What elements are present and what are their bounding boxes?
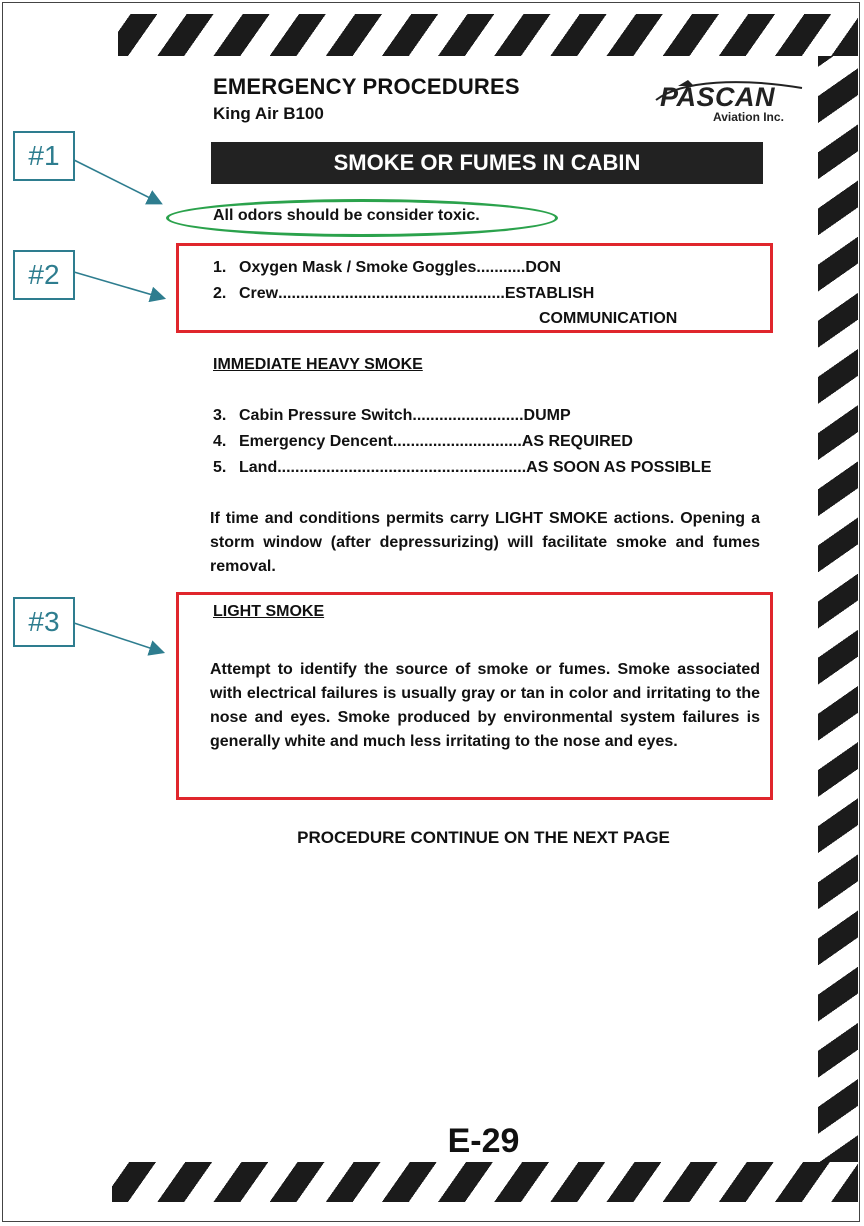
step-dots: .............................: [392, 433, 522, 450]
callout-3-box: [176, 592, 773, 800]
step-action: DON: [525, 259, 561, 276]
pascan-logo: [652, 76, 804, 128]
toxic-warning: All odors should be consider toxic.: [213, 207, 480, 224]
step-5: [213, 459, 711, 477]
step-action: ESTABLISH: [504, 285, 595, 302]
step-number: 1.: [213, 259, 227, 276]
step-number: 4.: [213, 433, 227, 450]
step-4: [213, 433, 633, 451]
aircraft-subtitle: King Air B100: [213, 104, 324, 123]
hazard-stripe-top: [118, 14, 858, 56]
step-action: AS REQUIRED: [521, 433, 633, 450]
hazard-stripe-right: [818, 56, 858, 1162]
procedure-title-bar: SMOKE OR FUMES IN CABIN: [211, 142, 763, 184]
step-dots: ...................................................: [278, 285, 505, 302]
step-number: 5.: [213, 459, 227, 476]
light-smoke-text: Attempt to identify the source of smoke or fumes. Smoke associated with electrical failures is usually gray or tan in color and irritating to the nose and eyes. Smoke produced by environmental system failures is generally white and much less irritating to the nose and eyes.: [210, 661, 760, 750]
step-item: Land: [239, 459, 278, 476]
step-item: Emergency Dencent: [239, 433, 393, 450]
step-item: Cabin Pressure Switch: [239, 407, 413, 424]
callout-label-3: #3: [13, 597, 75, 647]
step-number: 3.: [213, 407, 227, 424]
step-action: AS SOON AS POSSIBLE: [526, 459, 712, 476]
callout-1-ellipse: [166, 199, 558, 237]
page-number: E-29: [447, 1122, 520, 1160]
logo-subtitle: Aviation Inc.: [713, 110, 784, 124]
document-title: EMERGENCY PROCEDURES: [213, 74, 520, 99]
step-action: DUMP: [523, 407, 571, 424]
callout-label-2: #2: [13, 250, 75, 300]
step-2-action-continued: COMMUNICATION: [539, 310, 678, 327]
hazard-stripe-bottom: [112, 1162, 858, 1202]
step-dots: .........................: [412, 407, 524, 424]
step-dots: ...........: [476, 259, 526, 276]
step-3: [213, 407, 571, 425]
logo-name: PASCAN: [660, 82, 776, 112]
step-number: 2.: [213, 285, 227, 302]
step-item: Oxygen Mask / Smoke Goggles: [239, 259, 477, 276]
heavy-smoke-heading: IMMEDIATE HEAVY SMOKE: [213, 356, 423, 373]
light-smoke-heading: LIGHT SMOKE: [213, 603, 325, 620]
step-dots: ........................................................: [277, 459, 527, 476]
callout-2-box: [176, 243, 773, 333]
callout-label-1: #1: [13, 131, 75, 181]
heavy-smoke-note: If time and conditions permits carry LIGHT SMOKE actions. Opening a storm window (after depressurizing) will facilitate smoke and fumes removal.: [210, 510, 760, 575]
step-item: Crew: [239, 285, 279, 302]
continue-note: PROCEDURE CONTINUE ON THE NEXT PAGE: [297, 828, 670, 847]
